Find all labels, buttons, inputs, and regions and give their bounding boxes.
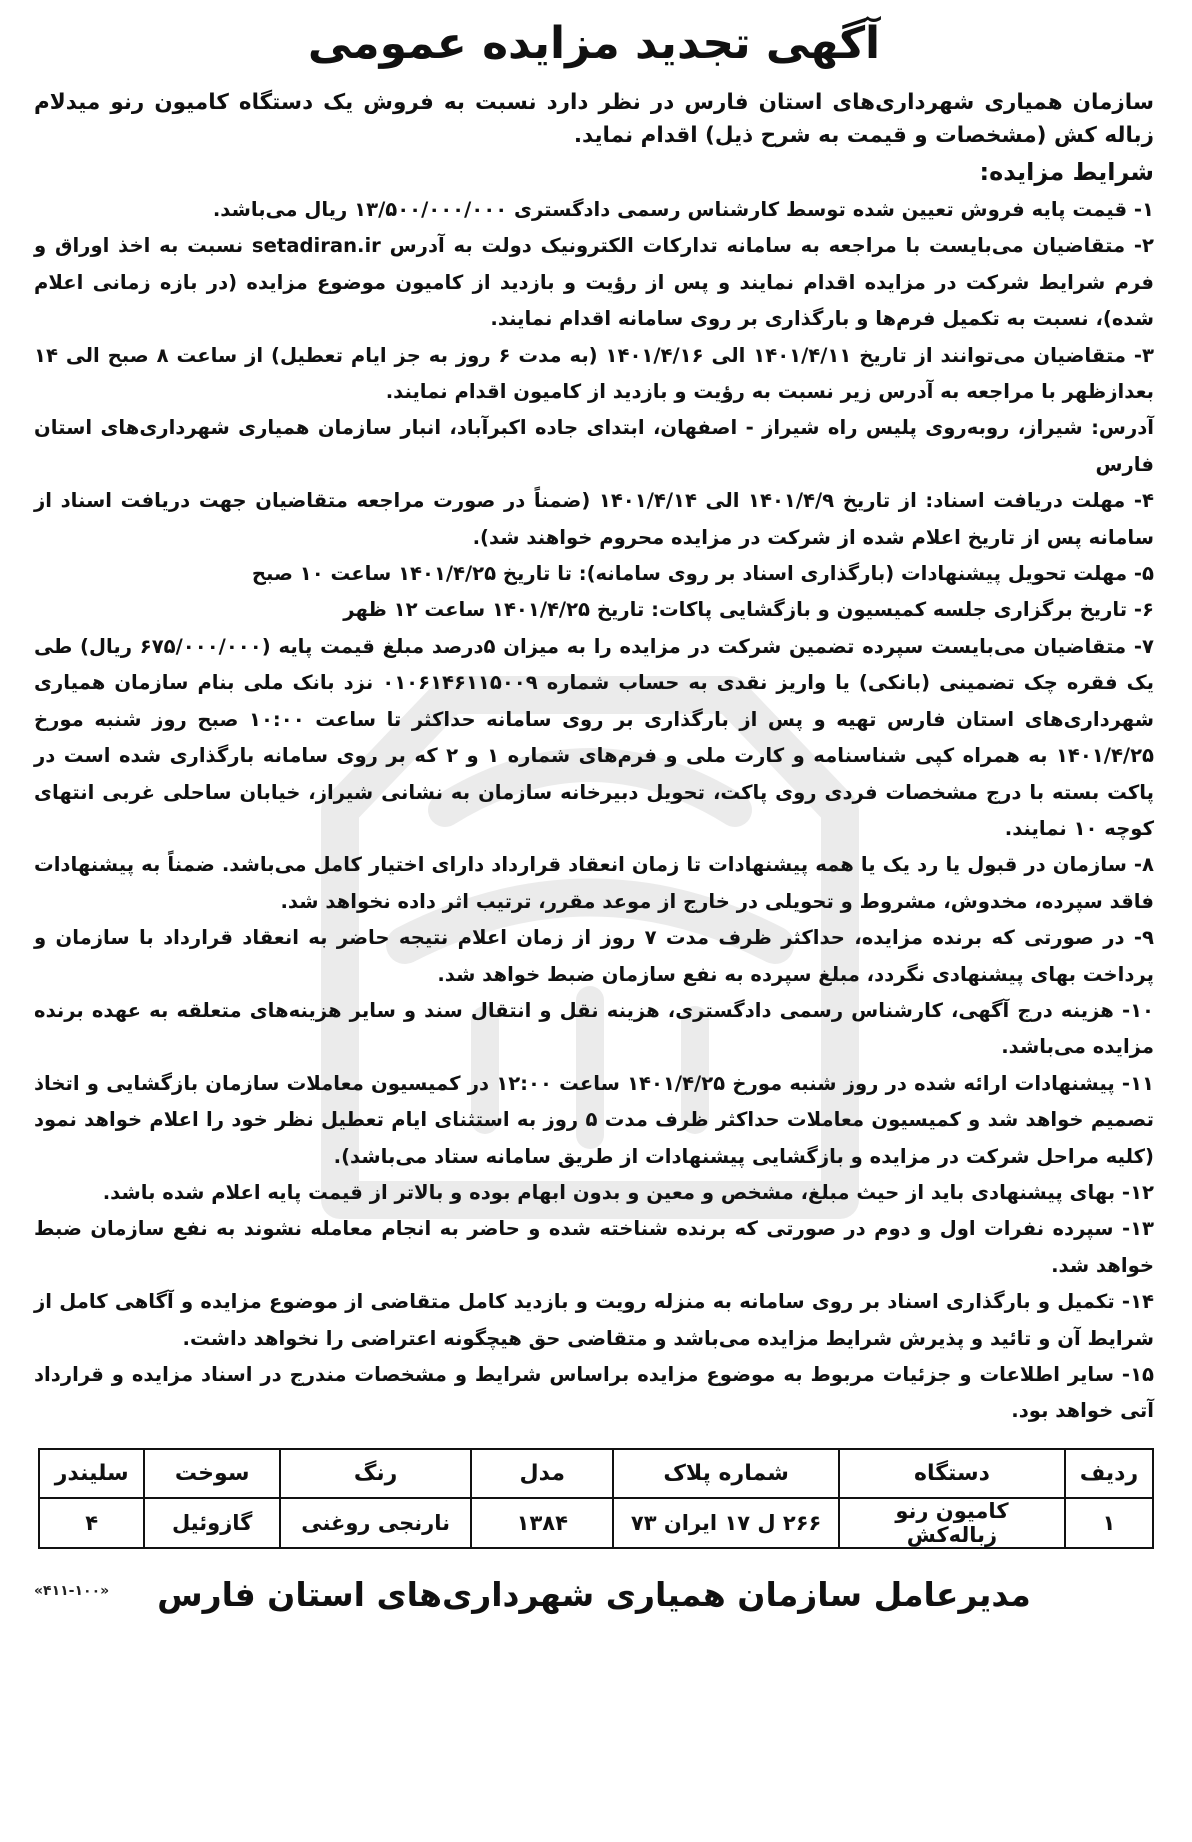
condition-item-14: ۱۴- تکمیل و بارگذاری اسناد بر روی سامانه به منزله رویت و بازدید کامل متقاضی از موضوع مزایده و آگاهی کامل از شرایط آن و تائید و پذیرش شرایط مزایده می‌باشد و متقاضی حق هیچگونه اعتراضی را نخواهد داشت. bbox=[34, 1290, 1154, 1350]
cell-fuel: گازوئیل bbox=[144, 1498, 279, 1548]
header-row-number: ردیف bbox=[1065, 1449, 1153, 1498]
condition-item-2-before-link: ۲- متقاضیان می‌بایست با مراجعه به سامانه تدارکات الکترونیک دولت به آدرس bbox=[389, 234, 1154, 258]
condition-item-6: ۶- تاریخ برگزاری جلسه کمیسیون و بازگشایی پاکات: تاریخ ۱۴۰۱/۴/۲۵ ساعت ۱۲ ظهر bbox=[343, 598, 1154, 622]
condition-item-12: ۱۲- بهای پیشنهادی باید از حیث مبلغ، مشخص و معین و بدون ابهام بوده و بالاتر از قیمت پایه اعلام شده باشد. bbox=[102, 1180, 1154, 1204]
condition-item-1: ۱- قیمت پایه فروش تعیین شده توسط کارشناس رسمی دادگستری ۱۳/۵۰۰/۰۰۰/۰۰۰ ریال می‌باشد. bbox=[212, 198, 1154, 221]
condition-item-3: ۳- متقاضیان می‌توانند از تاریخ ۱۴۰۱/۴/۱۱ الی ۱۴۰۱/۴/۱۶ (به مدت ۶ روز به جز ایام تعطیل) از ساعت ۸ صبح الی ۱۴ بعدازظهر با مراجعه به آدرس زیر نسبت به رؤیت و بازدید از کامیون اقدام نمایند. bbox=[34, 343, 1154, 404]
condition-item-10: ۱۰- هزینه درج آگهی، کارشناس رسمی دادگستری، هزینه نقل و انتقال سند و سایر هزینه‌های متعلقه به عهده برنده مزایده می‌باشد. bbox=[34, 998, 1154, 1059]
vehicle-table-container bbox=[34, 1448, 1154, 1549]
notice-code: «۴۱۱-۱۰۰» bbox=[34, 1582, 110, 1599]
condition-item-7: ۷- متقاضیان می‌بایست سپرده تضمین شرکت در مزایده را به میزان ۵درصد مبلغ قیمت پایه (۶۷۵/۰۰۰/۰۰۰ ریال) طی یک فقره چک تضمینی (بانکی) یا واریز نقدی به حساب شماره ۰۱۰۶۱۴۶۱۱۵۰۰۹ نزد بانک ملی بنام سازمان همیاری شهرداری‌های استان فارس تهیه و پس از بارگذاری بر روی سامانه حداکثر تا ساعت ۱۰:۰۰ صبح روز شنبه مورخ ۱۴۰۱/۴/۲۵ به همراه کپی شناسنامه و کارت ملی و فرم‌های شماره ۱ و ۲ که بر روی سامانه بارگذاری شده است در پاکت بسته با درج مشخصات فردی روی پاکت، تحویل دبیرخانه سازمان به نشانی شیراز، خیابان ساحلی غربی انتهای کوچه ۱۰ نمایند. bbox=[34, 634, 1155, 840]
auction-conditions-list bbox=[34, 192, 1154, 1430]
header-cylinder: سلیندر bbox=[39, 1449, 144, 1498]
condition-item-13: ۱۳- سپرده نفرات اول و دوم در صورتی که برنده شناخته شده و حاضر به انجام معامله نشوند به نفع سازمان ضبط خواهد شد. bbox=[34, 1217, 1154, 1277]
notice-title: آگهی تجدید مزایده عمومی bbox=[307, 18, 881, 69]
notice-footer bbox=[34, 1569, 1154, 1621]
cell-device: کامیون رنو زباله‌کش bbox=[839, 1498, 1065, 1548]
table-header-row bbox=[39, 1449, 1153, 1498]
vehicle-specification-table bbox=[38, 1448, 1154, 1549]
cell-row-number: ۱ bbox=[1065, 1498, 1153, 1548]
header-model: مدل bbox=[471, 1449, 613, 1498]
signature-line: مدیرعامل سازمان همیاری شهرداری‌های استان فارس bbox=[157, 1574, 1031, 1614]
header-device: دستگاه bbox=[839, 1449, 1065, 1498]
header-plate-number: شماره پلاک bbox=[613, 1449, 839, 1498]
condition-item-5: ۵- مهلت تحویل پیشنهادات (بارگذاری اسناد بر روی سامانه): تا تاریخ ۱۴۰۱/۴/۲۵ ساعت ۱۰ صبح bbox=[251, 562, 1154, 586]
condition-item-8: ۸- سازمان در قبول یا رد یک یا همه پیشنهادات تا زمان انعقاد قرارداد دارای اختیار کامل می‌باشد. ضمناً به پیشنهادات فاقد سپرده، مخدوش، مشروط و تحویلی در خارج از موعد مقرر، ترتیب اثر داده نخواهد شد. bbox=[34, 853, 1154, 913]
setadiran-link[interactable]: setadiran.ir bbox=[251, 234, 381, 258]
header-fuel: سوخت bbox=[144, 1449, 279, 1498]
condition-item-2-after-link: نسبت به اخذ اوراق و فرم شرایط شرکت در مزایده اقدام نمایند و پس از رؤیت و بازدید از کامیون موضوع مزایده (در بازه زمانی اعلام شده)، نسبت به تکمیل فرم‌ها و بارگذاری بر روی سامانه اقدام نمایند. bbox=[34, 234, 1154, 331]
cell-model: ۱۳۸۴ bbox=[471, 1498, 613, 1548]
notice-intro: سازمان همیاری شهرداری‌های استان فارس در نظر دارد نسبت به فروش یک دستگاه کامیون رنو میدلام زباله کش (مشخصات و قیمت به شرح ذیل) اقدام نماید. bbox=[34, 90, 1154, 148]
condition-item-11: ۱۱- پیشنهادات ارائه شده در روز شنبه مورخ ۱۴۰۱/۴/۲۵ ساعت ۱۲:۰۰ در کمیسیون معاملات سازمان بازگشایی و اتخاذ تصمیم خواهد شد و کمیسیون معاملات حداکثر ظرف مدت ۵ روز به استثنای ایام تعطیل نظر خود را اعلام خواهد نمود (کلیه مراحل شرکت در مزایده و بازگشایی پیشنهادات از طریق سامانه ستاد می‌باشد). bbox=[34, 1071, 1154, 1168]
cell-color: نارنجی روغنی bbox=[280, 1498, 471, 1548]
condition-item-9: ۹- در صورتی که برنده مزایده، حداکثر ظرف مدت ۷ روز از زمان اعلام نتیجه حاضر به انعقاد قرارداد با سازمان و پرداخت بهای پیشنهادی نگردد، مبلغ سپرده به نفع سازمان ضبط خواهد شد. bbox=[34, 926, 1154, 986]
conditions-heading: شرایط مزایده: bbox=[979, 158, 1154, 186]
condition-item-15: ۱۵- سایر اطلاعات و جزئیات مربوط به موضوع مزایده براساس شرایط و مشخصات مندرج در اسناد مزایده و قرارداد آتی خواهد بود. bbox=[34, 1363, 1154, 1423]
table-row bbox=[39, 1498, 1153, 1548]
cell-plate-number: ۲۶۶ ل ۱۷ ایران ۷۳ bbox=[613, 1498, 839, 1548]
cell-cylinder: ۴ bbox=[39, 1498, 144, 1548]
condition-item-4: ۴- مهلت دریافت اسناد: از تاریخ ۱۴۰۱/۴/۹ الی ۱۴۰۱/۴/۱۴ (ضمناً در صورت مراجعه متقاضیان جهت دریافت اسناد از سامانه پس از تاریخ اعلام شده از شرکت در مزایده محروم خواهند شد). bbox=[34, 489, 1154, 549]
condition-item-2 bbox=[34, 228, 1154, 337]
header-color: رنگ bbox=[280, 1449, 471, 1498]
inspection-address: آدرس: شیراز، روبه‌روی پلیس راه شیراز - اصفهان، ابتدای جاده اکبرآباد، انبار سازمان همیاری شهرداری‌های استان فارس bbox=[34, 416, 1154, 476]
